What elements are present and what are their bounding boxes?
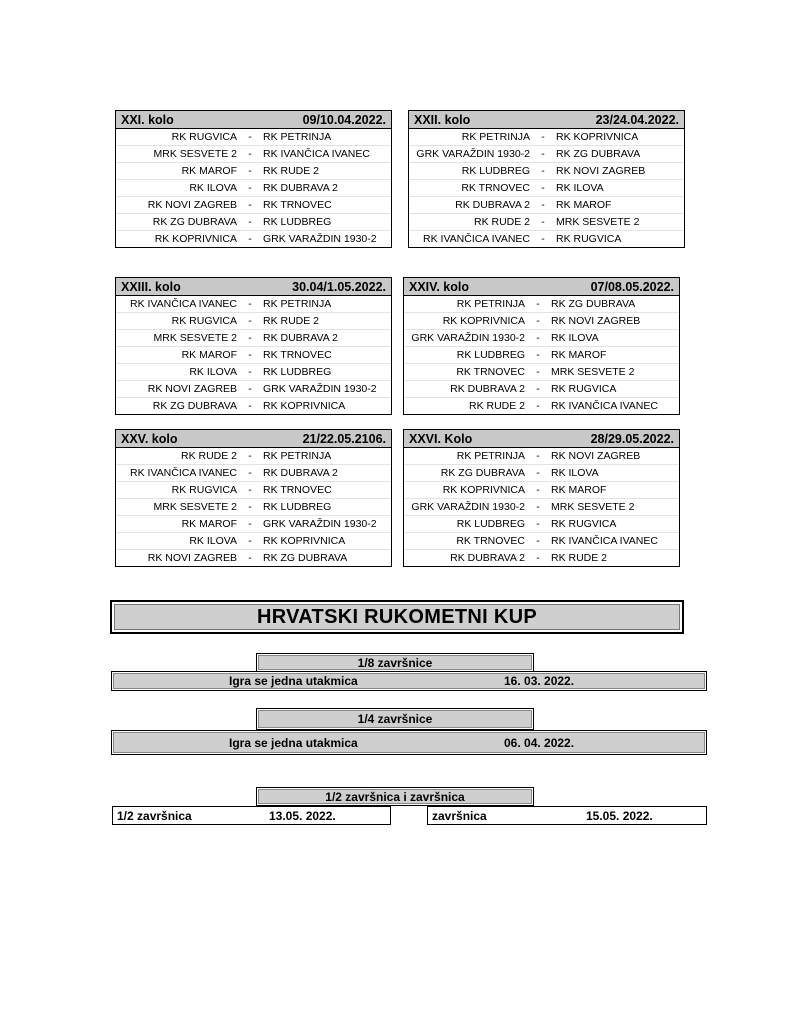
match-separator: - (541, 216, 545, 228)
away-team: RK ILOVA (551, 332, 599, 344)
semi-final-label: 1/2 završnica (117, 808, 192, 823)
match-row (409, 231, 684, 247)
round16-label: 1/8 završnice (256, 653, 534, 672)
match-separator: - (248, 518, 252, 530)
away-team: RK IVANČICA IVANEC (551, 535, 658, 547)
match-row (116, 146, 391, 163)
home-team: RK TRNOVEC (456, 535, 525, 547)
match-separator: - (248, 552, 252, 564)
home-team: RK DUBRAVA 2 (455, 199, 530, 211)
home-team: MRK SESVETE 2 (153, 148, 237, 160)
match-row (409, 146, 684, 163)
match-separator: - (541, 165, 545, 177)
match-row (116, 499, 391, 516)
away-team: GRK VARAŽDIN 1930-2 (263, 383, 377, 395)
home-team: RK MAROF (181, 349, 237, 361)
away-team: RK TRNOVEC (263, 349, 332, 361)
round-date: 30.04/1.05.2022. (292, 279, 386, 294)
away-team: RK KOPRIVNICA (263, 535, 346, 547)
away-team: RK NOVI ZAGREB (556, 165, 646, 177)
home-team: RK DUBRAVA 2 (450, 552, 525, 564)
away-team: RK ZG DUBRAVA (263, 552, 348, 564)
home-team: RK IVANČICA IVANEC (423, 233, 530, 245)
match-separator: - (248, 366, 252, 378)
match-separator: - (248, 484, 252, 496)
final-box (427, 806, 707, 825)
match-row (404, 330, 679, 347)
match-row (404, 364, 679, 381)
round-header (116, 111, 391, 129)
match-row (404, 448, 679, 465)
round-header (409, 111, 684, 129)
match-separator: - (248, 148, 252, 160)
match-separator: - (248, 315, 252, 327)
round16-info-bar (111, 671, 707, 691)
match-separator: - (248, 467, 252, 479)
away-team: RK LUDBREG (263, 501, 332, 513)
home-team: RK MAROF (181, 518, 237, 530)
home-team: GRK VARAŽDIN 1930-2 (411, 501, 525, 513)
round-title: XXIII. kolo (121, 279, 181, 294)
home-team: RK RUGVICA (171, 131, 237, 143)
round-title: XXI. kolo (121, 112, 174, 127)
away-team: RK ILOVA (556, 182, 604, 194)
round-date: 09/10.04.2022. (302, 112, 386, 127)
away-team: RK MAROF (551, 349, 607, 361)
away-team: RK LUDBREG (263, 216, 332, 228)
home-team: RK LUDBREG (461, 165, 530, 177)
home-team: GRK VARAŽDIN 1930-2 (411, 332, 525, 344)
cup-title: HRVATSKI RUKOMETNI KUP (110, 600, 684, 634)
round-title: XXII. kolo (414, 112, 471, 127)
round-header (116, 278, 391, 296)
round-date: 28/29.05.2022. (590, 431, 674, 446)
match-row (116, 163, 391, 180)
match-separator: - (536, 332, 540, 344)
match-separator: - (536, 383, 540, 395)
match-row (116, 448, 391, 465)
away-team: RK PETRINJA (263, 298, 332, 310)
match-separator: - (536, 467, 540, 479)
home-team: RK TRNOVEC (461, 182, 530, 194)
home-team: RK NOVI ZAGREB (147, 383, 237, 395)
round16-date: 16. 03. 2022. (504, 674, 575, 688)
away-team: RK RUGVICA (556, 233, 622, 245)
semi-final-box (112, 806, 391, 825)
away-team: RK PETRINJA (263, 450, 332, 462)
home-team: RK RUDE 2 (468, 400, 525, 412)
round-table-22 (408, 110, 685, 248)
match-row (116, 516, 391, 533)
quarter-note: Igra se jedna utakmica (229, 735, 358, 750)
match-row (404, 313, 679, 330)
home-team: RK ILOVA (189, 535, 237, 547)
away-team: RK NOVI ZAGREB (551, 450, 641, 462)
away-team: RK RUDE 2 (263, 165, 320, 177)
match-row (116, 330, 391, 347)
match-row (116, 180, 391, 197)
away-team: RK RUGVICA (551, 518, 617, 530)
home-team: RK RUGVICA (171, 315, 237, 327)
away-team: RK TRNOVEC (263, 484, 332, 496)
home-team: RK ZG DUBRAVA (152, 400, 237, 412)
match-separator: - (248, 298, 252, 310)
match-row (116, 398, 391, 414)
match-row (116, 214, 391, 231)
match-row (116, 465, 391, 482)
quarter-label: 1/4 završnice (256, 708, 534, 730)
round-date: 21/22.05.2106. (302, 431, 386, 446)
home-team: RK NOVI ZAGREB (147, 552, 237, 564)
match-separator: - (248, 383, 252, 395)
home-team: RK ZG DUBRAVA (440, 467, 525, 479)
match-row (409, 180, 684, 197)
away-team: RK DUBRAVA 2 (263, 182, 338, 194)
away-team: RK ZG DUBRAVA (551, 298, 636, 310)
match-row (409, 197, 684, 214)
final-date: 15.05. 2022. (586, 808, 653, 823)
home-team: RK ILOVA (189, 366, 237, 378)
match-separator: - (248, 332, 252, 344)
match-row (404, 533, 679, 550)
match-separator: - (248, 450, 252, 462)
home-team: GRK VARAŽDIN 1930-2 (416, 148, 530, 160)
match-row (404, 482, 679, 499)
home-team: MRK SESVETE 2 (153, 332, 237, 344)
away-team: RK MAROF (556, 199, 612, 211)
match-separator: - (248, 131, 252, 143)
round-title: XXIV. kolo (409, 279, 469, 294)
match-separator: - (536, 298, 540, 310)
round-date: 07/08.05.2022. (590, 279, 674, 294)
round-header (404, 278, 679, 296)
away-team: RK RUDE 2 (263, 315, 320, 327)
match-separator: - (536, 535, 540, 547)
home-team: RK PETRINJA (456, 450, 525, 462)
home-team: RK ILOVA (189, 182, 237, 194)
match-row (116, 364, 391, 381)
home-team: MRK SESVETE 2 (153, 501, 237, 513)
match-row (404, 516, 679, 533)
home-team: RK LUDBREG (456, 349, 525, 361)
home-team: RK IVANČICA IVANEC (130, 298, 237, 310)
match-separator: - (541, 199, 545, 211)
away-team: RK DUBRAVA 2 (263, 467, 338, 479)
match-separator: - (536, 400, 540, 412)
match-separator: - (248, 400, 252, 412)
away-team: RK RUGVICA (551, 383, 617, 395)
final-label: završnica (432, 808, 487, 823)
home-team: RK RUDE 2 (180, 450, 237, 462)
away-team: RK NOVI ZAGREB (551, 315, 641, 327)
quarter-date: 06. 04. 2022. (504, 735, 575, 750)
match-separator: - (536, 450, 540, 462)
match-row (404, 550, 679, 566)
home-team: RK MAROF (181, 165, 237, 177)
away-team: RK MAROF (551, 484, 607, 496)
match-separator: - (248, 535, 252, 547)
home-team: RK PETRINJA (461, 131, 530, 143)
home-team: RK IVANČICA IVANEC (130, 467, 237, 479)
round-table-24 (403, 277, 680, 415)
home-team: RK NOVI ZAGREB (147, 199, 237, 211)
match-row (116, 482, 391, 499)
match-row (116, 231, 391, 247)
match-separator: - (248, 233, 252, 245)
match-row (116, 296, 391, 313)
match-separator: - (536, 552, 540, 564)
away-team: RK IVANČICA IVANEC (263, 148, 370, 160)
round-table-21 (115, 110, 392, 248)
match-separator: - (536, 349, 540, 361)
match-row (409, 129, 684, 146)
home-team: RK KOPRIVNICA (442, 315, 525, 327)
match-row (404, 347, 679, 364)
match-separator: - (248, 349, 252, 361)
away-team: MRK SESVETE 2 (551, 501, 635, 513)
round16-note: Igra se jedna utakmica (229, 674, 358, 688)
round-date: 23/24.04.2022. (595, 112, 679, 127)
match-row (409, 214, 684, 231)
away-team: RK ILOVA (551, 467, 599, 479)
final4-label: 1/2 završnica i završnica (256, 787, 534, 806)
away-team: RK IVANČICA IVANEC (551, 400, 658, 412)
match-separator: - (536, 501, 540, 513)
match-separator: - (536, 484, 540, 496)
away-team: MRK SESVETE 2 (551, 366, 635, 378)
away-team: RK ZG DUBRAVA (556, 148, 641, 160)
match-separator: - (248, 501, 252, 513)
match-separator: - (536, 518, 540, 530)
match-row (404, 398, 679, 414)
match-separator: - (541, 233, 545, 245)
match-row (404, 499, 679, 516)
away-team: RK TRNOVEC (263, 199, 332, 211)
away-team: RK RUDE 2 (551, 552, 608, 564)
away-team: GRK VARAŽDIN 1930-2 (263, 518, 377, 530)
home-team: RK KOPRIVNICA (154, 233, 237, 245)
match-row (116, 550, 391, 566)
home-team: RK KOPRIVNICA (442, 484, 525, 496)
match-row (404, 381, 679, 398)
round-table-25 (115, 429, 392, 567)
match-row (404, 465, 679, 482)
round-table-23 (115, 277, 392, 415)
away-team: RK KOPRIVNICA (263, 400, 346, 412)
round-header (404, 430, 679, 448)
home-team: RK LUDBREG (456, 518, 525, 530)
home-team: RK PETRINJA (456, 298, 525, 310)
match-separator: - (536, 315, 540, 327)
round-table-26 (403, 429, 680, 567)
match-row (116, 129, 391, 146)
round-title: XXV. kolo (121, 431, 178, 446)
match-row (116, 533, 391, 550)
match-separator: - (248, 216, 252, 228)
match-separator: - (541, 131, 545, 143)
away-team: RK PETRINJA (263, 131, 332, 143)
away-team: MRK SESVETE 2 (556, 216, 640, 228)
semi-final-date: 13.05. 2022. (269, 808, 336, 823)
home-team: RK RUDE 2 (473, 216, 530, 228)
away-team: RK DUBRAVA 2 (263, 332, 338, 344)
match-row (116, 347, 391, 364)
match-separator: - (536, 366, 540, 378)
match-row (116, 313, 391, 330)
match-separator: - (248, 182, 252, 194)
match-separator: - (248, 199, 252, 211)
away-team: GRK VARAŽDIN 1930-2 (263, 233, 377, 245)
home-team: RK DUBRAVA 2 (450, 383, 525, 395)
away-team: RK KOPRIVNICA (556, 131, 639, 143)
home-team: RK RUGVICA (171, 484, 237, 496)
match-row (409, 163, 684, 180)
match-row (404, 296, 679, 313)
match-separator: - (541, 148, 545, 160)
match-row (116, 381, 391, 398)
quarter-info-bar (111, 730, 707, 755)
round-title: XXVI. Kolo (409, 431, 473, 446)
round-header (116, 430, 391, 448)
away-team: RK LUDBREG (263, 366, 332, 378)
home-team: RK TRNOVEC (456, 366, 525, 378)
match-separator: - (541, 182, 545, 194)
match-separator: - (248, 165, 252, 177)
match-row (116, 197, 391, 214)
home-team: RK ZG DUBRAVA (152, 216, 237, 228)
